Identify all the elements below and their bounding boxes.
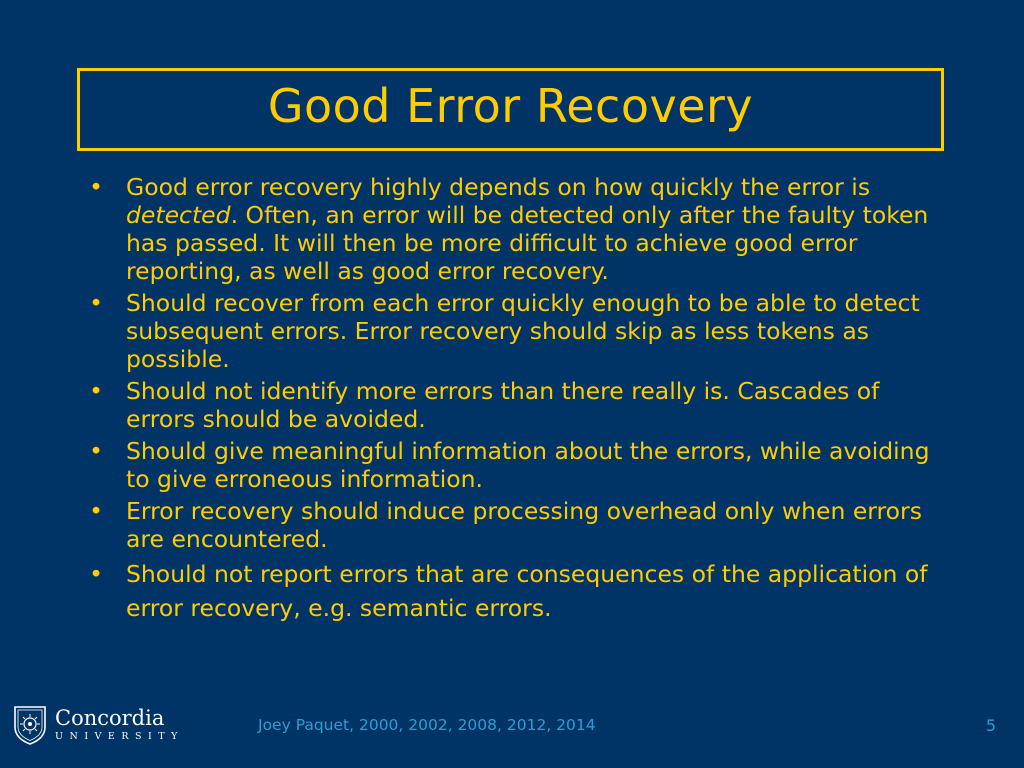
bullet-item-4 [88,437,948,493]
bullet-item-2 [88,289,948,373]
bullet-item-5 [88,497,948,553]
concordia-logo [13,705,184,745]
title-frame [77,68,944,151]
concordia-crest-icon [13,705,47,745]
bullet-text-1-emphasis: detected [126,201,231,229]
logo-name: Concordia [55,706,165,730]
bullet-item-6 [88,557,948,625]
logo-subtitle: UNIVERSITY [55,731,184,742]
bullet-text-3: Should not identify more errors than there really is. Cascades of errors should be avoided. [126,377,880,433]
slide-title: Good Error Recovery [267,78,754,133]
bullet-marker: • [89,560,103,588]
bullet-marker: • [89,173,103,201]
bullet-item-3 [88,377,948,433]
bullet-text-5: Error recovery should induce processing overhead only when errors are encountered. [126,497,922,553]
bullet-marker: • [89,497,103,525]
bullet-text-1-part-1: Good error recovery highly depends on how quickly the error is [126,173,871,201]
bullet-marker: • [89,289,103,317]
logo-wordmark [55,707,184,743]
bullet-text-4: Should give meaningful information about the errors, while avoiding to give erroneous information. [126,437,930,493]
page-number: 5 [985,716,996,735]
bullet-marker: • [89,437,103,465]
bullet-text-6: Should not report errors that are consequences of the application of error recovery, e.g. semantic errors. [126,560,928,622]
bullet-marker: • [89,377,103,405]
bullet-text-2: Should recover from each error quickly enough to be able to detect subsequent errors. Error recovery should skip as less tokens as possible. [126,289,920,373]
footer-credit: Joey Paquet, 2000, 2002, 2008, 2012, 2014 [258,716,596,734]
bullet-text-1-part-2: . Often, an error will be detected only after the faulty token has passed. It will then be more difficult to achieve good error reporting, as well as good error recovery. [126,201,929,285]
bullet-list [88,173,948,629]
bullet-item-1 [88,173,948,285]
